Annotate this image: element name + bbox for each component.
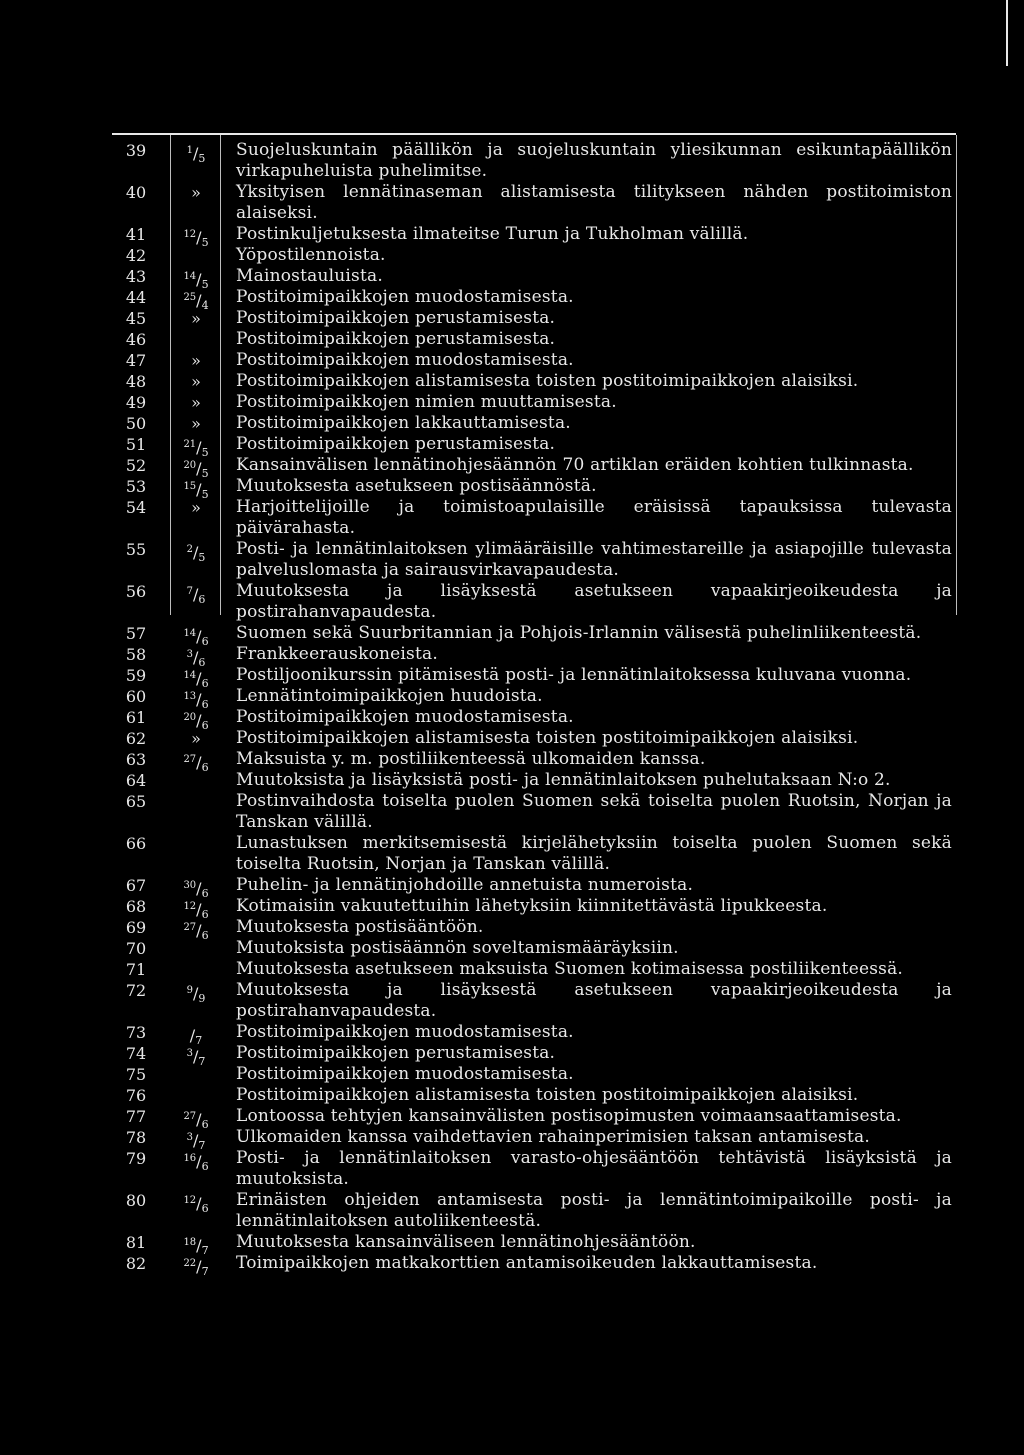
entry-number: 62: [125, 729, 147, 748]
entry-date: [176, 581, 216, 611]
entry-number: 43: [125, 267, 147, 286]
table-row: [0, 140, 1024, 182]
entry-number: 60: [125, 687, 147, 706]
entry-title: Postitoimipaikkojen muodostamisesta.: [236, 350, 574, 370]
table-row: [0, 413, 1024, 434]
table-row: [0, 497, 1024, 539]
entry-number: 56: [125, 582, 147, 601]
entry-title: Muutoksista ja lisäyksistä posti- ja lennätinlaitoksen puhelutaksaan N:o 2.: [236, 770, 891, 790]
table-row: [0, 308, 1024, 329]
date-slash: /: [192, 984, 199, 1003]
date-slash: /: [196, 480, 202, 499]
date-slash: /: [196, 669, 202, 688]
table-row: [0, 623, 1024, 648]
entry-title: Suojeluskuntain päällikön ja suojeluskuntain yliesikunnan esikuntapäällikön virkapuheluista puhelimitse.: [236, 140, 952, 181]
entry-number: 44: [125, 288, 147, 307]
date-day: 20: [183, 712, 197, 723]
entry-date: »: [191, 183, 201, 202]
date-month: 6: [201, 677, 209, 690]
entry-title: Postitoimipaikkojen lakkauttamisesta.: [236, 413, 571, 433]
date-day: 14: [183, 271, 197, 282]
table-row: [0, 1064, 1024, 1085]
entry-title: Toimipaikkojen matkakorttien antamisoikeuden lakkauttamisesta.: [236, 1253, 818, 1273]
entry-number: 53: [125, 477, 147, 496]
entry-title: Erinäisten ohjeiden antamisesta posti- ja lennätintoimipaikoille posti- ja lennätinlaitoksen autoliikenteestä.: [236, 1190, 952, 1231]
entry-title: Postinkuljetuksesta ilmateitse Turun ja Tukholman välillä.: [236, 224, 749, 244]
date-slash: /: [192, 144, 199, 163]
entry-number: 72: [125, 981, 147, 1000]
date-slash: /: [196, 1194, 202, 1213]
entry-title: Postitoimipaikkojen muodostamisesta.: [236, 287, 574, 307]
entry-date: [176, 980, 216, 1010]
entry-number: 52: [125, 456, 147, 475]
entry-title: Muutoksesta asetukseen maksuista Suomen kotimaisessa postiliikenteessä.: [236, 959, 904, 979]
entry-title: Suomen sekä Suurbritannian ja Pohjois-Irlannin välisestä puhelinliikenteestä.: [236, 623, 922, 643]
date-slash: /: [189, 1026, 196, 1045]
entry-number: 82: [125, 1254, 147, 1273]
date-month: 6: [198, 593, 206, 606]
entry-title: Muutoksesta kansainväliseen lennätinohjesääntöön.: [236, 1232, 696, 1252]
date-slash: /: [196, 711, 202, 730]
entry-number: 46: [125, 330, 147, 349]
date-day: 3: [186, 1132, 193, 1143]
entry-date: [176, 1148, 216, 1178]
header-rule: [112, 133, 956, 135]
date-day: 14: [183, 670, 197, 681]
table-row: [0, 434, 1024, 459]
entry-number: 74: [125, 1044, 147, 1063]
entry-title: Posti- ja lennätinlaitoksen ylimääräisille vahtimestareille ja asiapojille tulevasta palveluslomasta ja sairausvirkavapaudesta.: [236, 539, 952, 580]
entry-title: Postinvaihdosta toiselta puolen Suomen sekä toiselta puolen Ruotsin, Norjan ja Tanskan välillä.: [236, 791, 952, 832]
date-day: 12: [183, 229, 197, 240]
entry-title: Muutoksesta postisääntöön.: [236, 917, 484, 937]
date-month: 5: [201, 488, 209, 501]
date-month: 5: [201, 467, 209, 480]
entry-title: Posti- ja lennätinlaitoksen varasto-ohjesääntöön tehtävistä lisäyksistä ja muutoksista.: [236, 1148, 952, 1189]
entry-number: 70: [125, 939, 147, 958]
entry-date: »: [191, 498, 201, 517]
date-month: 6: [201, 698, 209, 711]
entry-number: 41: [125, 225, 147, 244]
date-month: 7: [198, 1139, 206, 1152]
entry-title: Postiljoonikurssin pitämisestä posti- ja lennätinlaitoksessa kuluvana vuonna.: [236, 665, 912, 685]
table-row: [0, 938, 1024, 959]
entry-title: Frankkeerauskoneista.: [236, 644, 438, 664]
entry-title: Lunastuksen merkitsemisestä kirjelähetyksiin toiselta puolen Suomen sekä toiselta Ruotsin, Norjan ja Tanskan välillä.: [236, 833, 952, 874]
table-row: [0, 770, 1024, 791]
table-row: [0, 1253, 1024, 1278]
table-row: [0, 959, 1024, 980]
entry-title: Muutoksesta ja lisäyksestä asetukseen vapaakirjeoikeudesta ja postirahanvapaudesta.: [236, 581, 952, 622]
date-day: 22: [183, 1258, 197, 1269]
table-row: [0, 350, 1024, 371]
date-month: 6: [201, 1202, 209, 1215]
date-month: 6: [201, 1118, 209, 1131]
top-edge-mark: [1006, 0, 1008, 66]
date-day: 27: [183, 754, 197, 765]
entry-number: 59: [125, 666, 147, 685]
date-month: 5: [201, 446, 209, 459]
entry-number: 55: [125, 540, 147, 559]
entry-title: Mainostauluista.: [236, 266, 383, 286]
entry-number: 73: [125, 1023, 147, 1042]
entry-number: 63: [125, 750, 147, 769]
table-row: [0, 476, 1024, 501]
date-month: 5: [198, 551, 206, 564]
entry-number: 39: [125, 141, 147, 160]
entry-title: Postitoimipaikkojen muodostamisesta.: [236, 1022, 574, 1042]
table-row: [0, 224, 1024, 249]
entry-number: 67: [125, 876, 147, 895]
entry-title: Postitoimipaikkojen nimien muuttamisesta.: [236, 392, 617, 412]
date-day: 2: [186, 544, 193, 555]
table-row: [0, 896, 1024, 921]
date-day: 3: [186, 649, 193, 660]
date-day: 25: [183, 292, 197, 303]
entry-title: Yöpostilennoista.: [236, 245, 386, 265]
entry-title: Postitoimipaikkojen perustamisesta.: [236, 434, 556, 454]
date-slash: /: [196, 228, 202, 247]
entry-title: Postitoimipaikkojen alistamisesta toisten postitoimipaikkojen alaisiksi.: [236, 1085, 859, 1105]
entry-date: »: [191, 729, 201, 748]
date-month: 6: [201, 1160, 209, 1173]
table-row: [0, 1022, 1024, 1047]
entry-title: Maksuista y. m. postiliikenteessä ulkomaiden kanssa.: [236, 749, 706, 769]
entry-number: 64: [125, 771, 147, 790]
entry-number: 58: [125, 645, 147, 664]
date-month: 4: [201, 299, 209, 312]
entry-title: Harjoittelijoille ja toimistoapulaisille eräisissä tapauksissa tulevasta päivärahasta.: [236, 497, 952, 538]
entry-title: Kotimaisiin vakuutettuihin lähetyksiin kiinnitettävästä lipukkeesta.: [236, 896, 828, 916]
entry-date: »: [191, 414, 201, 433]
entry-title: Muutoksesta ja lisäyksestä asetukseen vapaakirjeoikeudesta ja postirahanvapaudesta.: [236, 980, 952, 1021]
table-row: [0, 875, 1024, 900]
table-row: [0, 1127, 1024, 1152]
table-row: [0, 329, 1024, 350]
entry-number: 61: [125, 708, 147, 727]
table-row: [0, 749, 1024, 774]
entry-title: Postitoimipaikkojen muodostamisesta.: [236, 1064, 574, 1084]
entry-number: 75: [125, 1065, 147, 1084]
date-month: 7: [201, 1244, 209, 1257]
entry-number: 49: [125, 393, 147, 412]
table-row: [0, 1190, 1024, 1232]
date-month: 6: [201, 635, 209, 648]
table-row: [0, 266, 1024, 291]
entry-number: 80: [125, 1191, 147, 1210]
date-slash: /: [196, 1257, 202, 1276]
date-month: 6: [198, 656, 206, 669]
table-row: [0, 245, 1024, 266]
entry-title: Puhelin- ja lennätinjohdoille annetuista numeroista.: [236, 875, 694, 895]
date-day: 21: [183, 439, 197, 450]
table-row: [0, 833, 1024, 875]
date-day: 12: [183, 1195, 197, 1206]
table-row: [0, 581, 1024, 623]
date-month: 7: [201, 1265, 209, 1278]
date-day: 16: [183, 1153, 197, 1164]
entry-number: 51: [125, 435, 147, 454]
date-month: 6: [201, 908, 209, 921]
entry-number: 45: [125, 309, 147, 328]
date-day: 12: [183, 901, 197, 912]
table-row: [0, 644, 1024, 669]
entry-date: [176, 1253, 216, 1283]
table-row: [0, 707, 1024, 732]
entry-title: Postitoimipaikkojen perustamisesta.: [236, 308, 556, 328]
entry-date: [176, 539, 216, 569]
entry-date: »: [191, 351, 201, 370]
entry-date: »: [191, 309, 201, 328]
date-day: 27: [183, 922, 197, 933]
date-day: 15: [183, 481, 197, 492]
entry-number: 81: [125, 1233, 147, 1252]
date-slash: /: [196, 753, 202, 772]
entry-date: »: [191, 393, 201, 412]
entry-number: 71: [125, 960, 147, 979]
date-slash: /: [196, 627, 202, 646]
date-month: 6: [201, 761, 209, 774]
date-month: 9: [198, 992, 206, 1005]
date-day: 3: [186, 1048, 193, 1059]
entry-number: 47: [125, 351, 147, 370]
date-slash: /: [196, 879, 202, 898]
date-slash: /: [196, 438, 202, 457]
entry-title: Postitoimipaikkojen perustamisesta.: [236, 329, 556, 349]
entry-title: Postitoimipaikkojen perustamisesta.: [236, 1043, 556, 1063]
index-table: [0, 140, 1024, 1278]
entry-title: Lennätintoimipaikkojen huudoista.: [236, 686, 543, 706]
date-day: 1: [186, 145, 193, 156]
entry-number: 65: [125, 792, 147, 811]
entry-title: Muutoksista postisäännön soveltamismääräyksiin.: [236, 938, 679, 958]
table-row: [0, 539, 1024, 581]
entry-number: 54: [125, 498, 147, 517]
table-row: [0, 917, 1024, 942]
table-row: [0, 455, 1024, 480]
date-month: 7: [198, 1055, 206, 1068]
date-day: 7: [186, 586, 193, 597]
table-row: [0, 686, 1024, 711]
date-slash: /: [192, 1131, 199, 1150]
entry-title: Postitoimipaikkojen alistamisesta toisten postitoimipaikkojen alaisiksi.: [236, 371, 859, 391]
date-month: 6: [201, 887, 209, 900]
date-day: 20: [183, 460, 197, 471]
date-month: 6: [201, 719, 209, 732]
entry-title: Ulkomaiden kanssa vaihdettavien rahainperimisien taksan antamisesta.: [236, 1127, 870, 1147]
date-day: 9: [186, 985, 193, 996]
date-day: 18: [183, 1237, 197, 1248]
entry-number: 50: [125, 414, 147, 433]
entry-number: 76: [125, 1086, 147, 1105]
entry-date: [176, 1190, 216, 1220]
date-month: 6: [201, 929, 209, 942]
entry-date: [176, 140, 216, 170]
date-slash: /: [196, 900, 202, 919]
table-row: [0, 665, 1024, 690]
date-slash: /: [196, 1152, 202, 1171]
entry-number: 79: [125, 1149, 147, 1168]
entry-title: Postitoimipaikkojen muodostamisesta.: [236, 707, 574, 727]
table-row: [0, 182, 1024, 224]
date-month: 7: [195, 1034, 203, 1047]
date-slash: /: [196, 921, 202, 940]
entry-number: 78: [125, 1128, 147, 1147]
entry-title: Postitoimipaikkojen alistamisesta toisten postitoimipaikkojen alaisiksi.: [236, 728, 859, 748]
entry-number: 66: [125, 834, 147, 853]
entry-date: »: [191, 372, 201, 391]
table-row: [0, 1043, 1024, 1068]
entry-title: Yksityisen lennätinaseman alistamisesta tilitykseen nähden postitoimiston alaiseksi.: [236, 182, 952, 223]
date-month: 5: [201, 236, 209, 249]
date-day: 14: [183, 628, 197, 639]
table-row: [0, 287, 1024, 312]
date-slash: /: [196, 1110, 202, 1129]
table-row: [0, 980, 1024, 1022]
entry-number: 69: [125, 918, 147, 937]
date-slash: /: [196, 291, 202, 310]
date-slash: /: [196, 690, 202, 709]
entry-number: 48: [125, 372, 147, 391]
entry-number: 68: [125, 897, 147, 916]
date-slash: /: [192, 585, 199, 604]
table-row: [0, 1106, 1024, 1131]
date-slash: /: [196, 270, 202, 289]
date-day: 13: [183, 691, 197, 702]
date-day: 27: [183, 1111, 197, 1122]
table-row: [0, 392, 1024, 413]
entry-title: Kansainvälisen lennätinohjesäännön 70 artiklan eräiden kohtien tulkinnasta.: [236, 455, 914, 475]
date-slash: /: [192, 1047, 199, 1066]
table-row: [0, 1232, 1024, 1257]
table-row: [0, 791, 1024, 833]
date-day: 30: [183, 880, 197, 891]
date-month: 5: [198, 152, 206, 165]
table-row: [0, 371, 1024, 392]
table-row: [0, 1148, 1024, 1190]
entry-number: 42: [125, 246, 147, 265]
entry-number: 77: [125, 1107, 147, 1126]
entry-number: 57: [125, 624, 147, 643]
table-row: [0, 728, 1024, 749]
entry-title: Muutoksesta asetukseen postisäännöstä.: [236, 476, 597, 496]
date-slash: /: [192, 543, 199, 562]
table-row: [0, 1085, 1024, 1106]
entry-number: 40: [125, 183, 147, 202]
date-slash: /: [196, 1236, 202, 1255]
entry-title: Lontoossa tehtyjen kansainvälisten postisopimusten voimaansaattamisesta.: [236, 1106, 902, 1126]
date-slash: /: [192, 648, 199, 667]
date-slash: /: [196, 459, 202, 478]
date-month: 5: [201, 278, 209, 291]
